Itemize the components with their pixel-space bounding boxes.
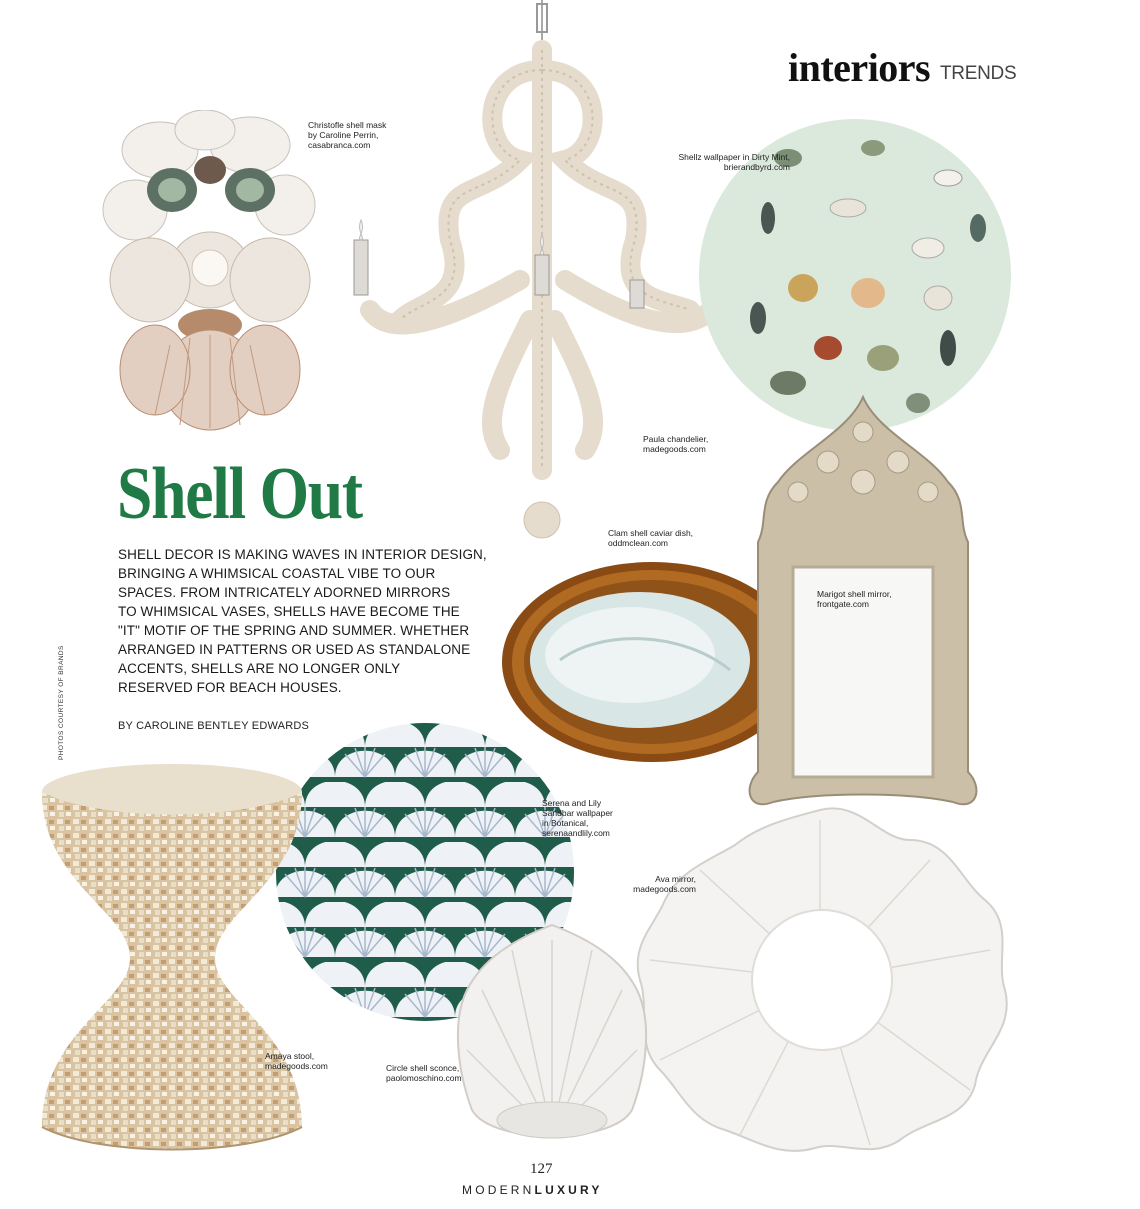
shellz-wallpaper-caption: Shellz wallpaper in Dirty Mint, brierandbyrd.com: [678, 152, 790, 172]
article-deck: SHELL DECOR IS MAKING WAVES IN INTERIOR DESIGN, BRINGING A WHIMSICAL COASTAL VIBE TO OUR SPACES. FROM INTRICATELY ADORNED MIRRORS TO WHIMSICAL VASES, SHELLS HAVE BECOME THE "IT" MOTIF OF THE SPRING AND SUMMER. WHETHER ARRANGED IN PATTERNS OR USED AS STANDALONE ACCENTS, SHELLS ARE NO LONGER ONLY RESERVED FOR BEACH HOUSES.: [118, 547, 487, 695]
page-number: 127: [530, 1161, 553, 1177]
shell-mask-image: [100, 110, 320, 450]
magazine-masthead: MODERNLUXURY: [462, 1183, 603, 1197]
sconce-caption: Circle shell sconce, paolomoschino.com: [386, 1063, 462, 1083]
marigot-mirror-caption: Marigot shell mirror, frontgate.com: [817, 589, 892, 609]
ava-mirror-caption: Ava mirror, madegoods.com: [633, 874, 696, 894]
section-title: interiors: [788, 45, 931, 90]
photo-credit: PHOTOS COURTESY OF BRANDS: [58, 645, 65, 760]
circle-shell-sconce-image: [452, 920, 652, 1160]
chandelier-image: [330, 0, 730, 545]
article-title: Shell Out: [117, 453, 362, 535]
byline: BY CAROLINE BENTLEY EDWARDS: [118, 720, 310, 732]
stool-caption: Amaya stool, madegoods.com: [265, 1051, 328, 1071]
sandbar-wallpaper-caption: Serena and Lily Sandbar wallpaper in Botanical, serenaandlily.com: [542, 798, 613, 838]
ava-mirror-image: [630, 800, 1015, 1160]
amaya-stool-image: [40, 762, 305, 1154]
chandelier-caption: Paula chandelier, madegoods.com: [643, 434, 709, 454]
marigot-mirror-image: [738, 392, 988, 832]
caviar-dish-caption: Clam shell caviar dish, oddmclean.com: [608, 528, 694, 548]
section-subtitle: TRENDS: [940, 63, 1017, 84]
mask-caption: Christofle shell mask by Caroline Perrin, casabranca.com: [308, 120, 387, 150]
